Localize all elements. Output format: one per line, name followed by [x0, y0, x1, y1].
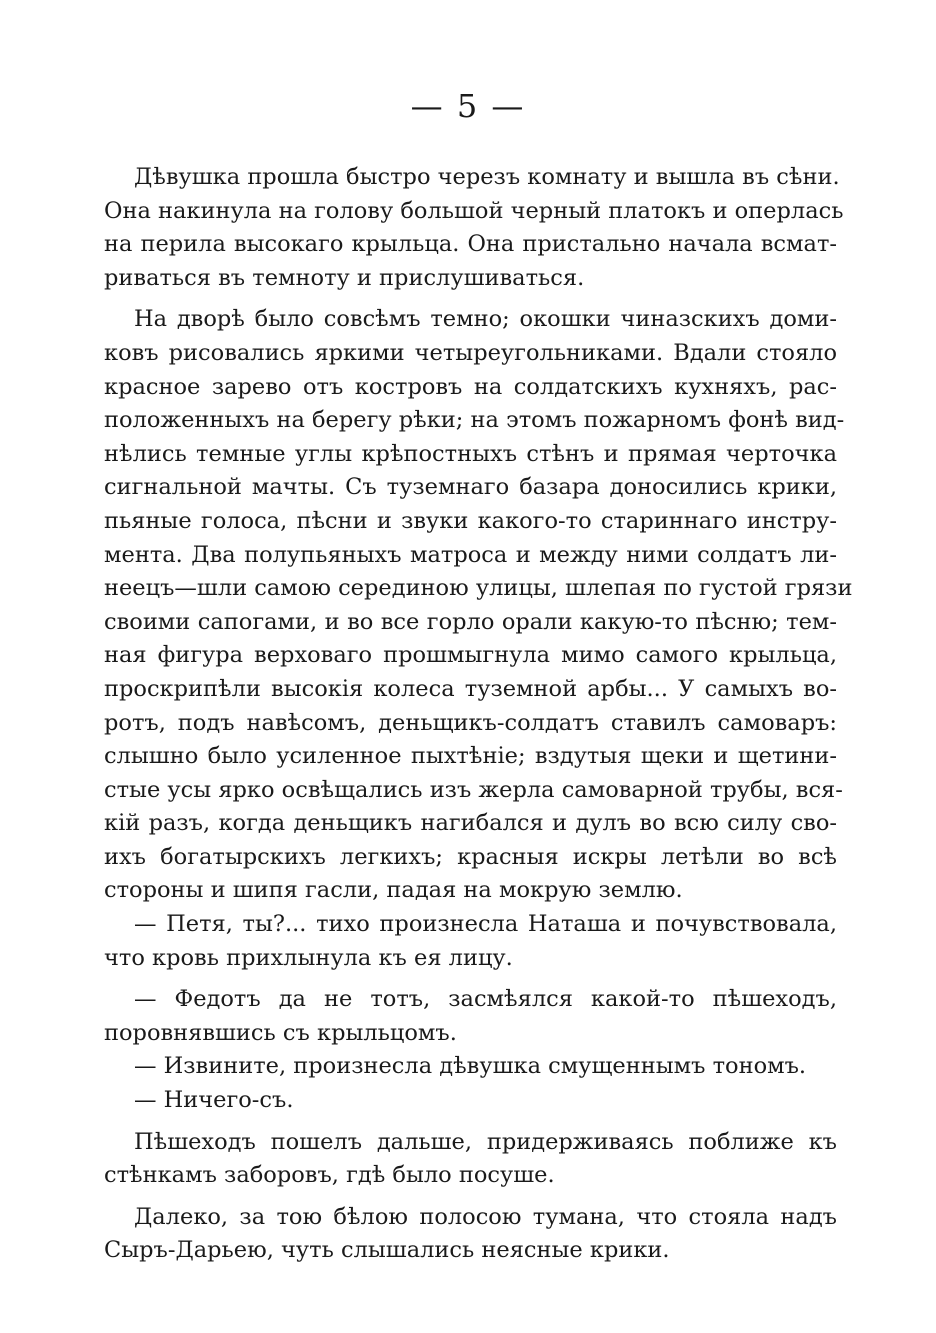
text-line: неецъ—шли самою серединою улицы, шлепая по густой грязи: [104, 575, 853, 602]
text-line: ротъ, подъ навѣсомъ, деньщикъ-солдатъ ставилъ самоваръ:: [104, 709, 837, 736]
text-line: красное зарево отъ костровъ на солдатскихъ кухняхъ, рас-: [104, 373, 837, 400]
text-line: стые усы ярко освѣщались изъ жерла самоварной трубы, вся-: [104, 776, 843, 803]
text-line: что кровь прихлынула къ ея лицу.: [104, 944, 513, 971]
text-line: сигнальной мачты. Съ туземнаго базара доносились крики,: [104, 474, 837, 501]
text-line: ихъ богатырскихъ легкихъ; красныя искры летѣли во всѣ: [104, 843, 837, 870]
text-line: своими сапогами, и во все горло орали какую-то пѣсню; тем-: [104, 608, 837, 635]
text-line: — Ничего-съ.: [134, 1087, 294, 1114]
text-line: Пѣшеходъ пошелъ дальше, придерживаясь поближе къ: [134, 1128, 837, 1155]
text-line: — Петя, ты?... тихо произнесла Наташа и почувствовала,: [134, 911, 837, 938]
text-line: На дворѣ было совсѣмъ темно; окошки чиназскихъ доми-: [134, 306, 837, 333]
text-line: — Извините, произнесла дѣвушка смущеннымъ тономъ.: [134, 1053, 807, 1080]
page-number: — 5 —: [410, 87, 526, 125]
text-line: Сыръ-Дарьею, чуть слышались неясные крики.: [104, 1237, 670, 1264]
text-line: кій разъ, когда деньщикъ нагибался и дулъ во всю силу сво-: [104, 810, 837, 837]
text-line: — Федотъ да не тотъ, засмѣялся какой-то пѣшеходъ,: [134, 986, 837, 1013]
text-line: стѣнкамъ заборовъ, гдѣ было посуше.: [104, 1162, 555, 1189]
text-line: положенныхъ на берегу рѣки; на этомъ пожарномъ фонѣ вид-: [104, 407, 845, 434]
text-line: ковъ рисовались яркими четыреугольниками. Вдали стояло: [104, 339, 837, 366]
text-line: ная фигура верховаго прошмыгнула мимо самого крыльца,: [104, 642, 837, 669]
text-line: риваться въ темноту и прислушиваться.: [104, 264, 585, 291]
text-line: на перила высокаго крыльца. Она пристально начала всмат-: [104, 231, 837, 258]
text-line: Она накинула на голову большой черный платокъ и оперлась: [104, 197, 844, 224]
text-line: Далеко, за тою бѣлою полосою тумана, что стояла надъ: [134, 1203, 837, 1230]
text-line: слышно было усиленное пыхтѣніе; вздутыя щеки и щетини-: [104, 743, 837, 770]
text-line: нѣлись темные углы крѣпостныхъ стѣнъ и прямая черточка: [104, 440, 837, 467]
text-line: стороны и шипя гасли, падая на мокрую землю.: [104, 877, 683, 904]
text-line: проскрипѣли высокія колеса туземной арбы... У самыхъ во-: [104, 675, 837, 702]
text-line: поровнявшись съ крыльцомъ.: [104, 1019, 457, 1046]
body-text: [104, 161, 853, 1268]
text-line: пьяные голоса, пѣсни и звуки какого-то стариннаго инстру-: [104, 507, 837, 534]
text-line: мента. Два полупьяныхъ матроса и между ними солдатъ ли-: [104, 541, 837, 568]
text-line: Дѣвушка прошла быстро черезъ комнату и вышла въ сѣни.: [134, 164, 840, 190]
